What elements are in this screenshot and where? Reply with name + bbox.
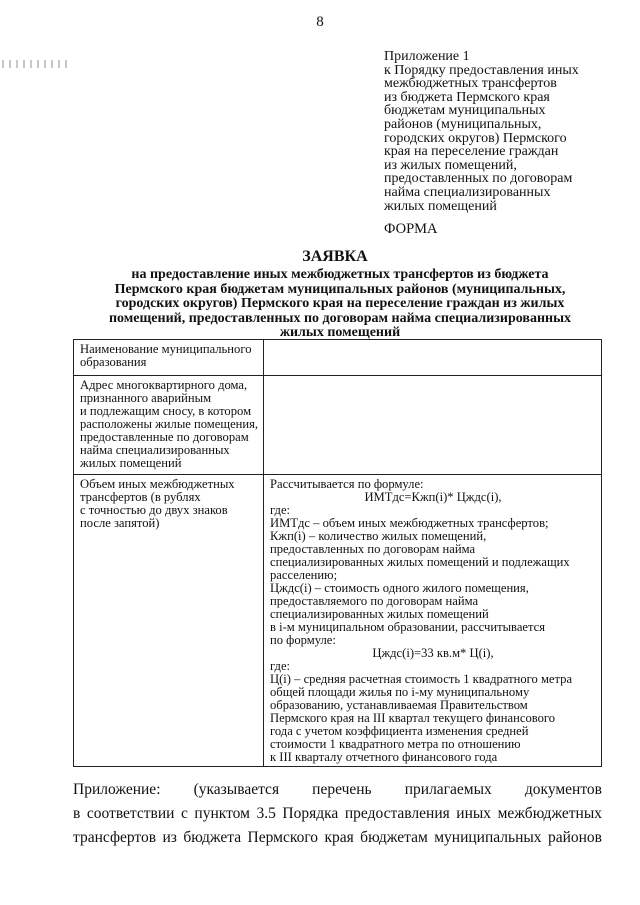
formula-line: года с учетом коэффициента изменения средней bbox=[270, 724, 529, 738]
cell-line: жилых помещений bbox=[80, 456, 182, 470]
formula-line: где: bbox=[270, 659, 291, 673]
appendix-header bbox=[384, 50, 624, 213]
formula-line: ИМТдс=Кжп(i)* Цждс(i), bbox=[364, 490, 502, 504]
cell-line: образования bbox=[80, 355, 147, 369]
footer-line: Приложение: (указывается перечень прилагаемых документов bbox=[73, 781, 602, 798]
row-label-transfer-volume bbox=[74, 475, 264, 767]
formula-line: где: bbox=[270, 503, 291, 517]
table-row bbox=[74, 475, 602, 767]
table-row bbox=[74, 340, 602, 376]
document-title: ЗАЯВКА bbox=[302, 248, 368, 265]
cell-line: с точностью до двух знаков bbox=[80, 503, 228, 517]
subtitle-line: помещений, предоставленных по договорам найма специализированных bbox=[108, 310, 572, 326]
cell-line: предоставленные по договорам bbox=[80, 430, 249, 444]
cell-line: и подлежащим сносу, в котором bbox=[80, 404, 252, 418]
cell-line: признанного аварийным bbox=[80, 391, 212, 405]
appendix-line: городских округов) Пермского bbox=[384, 130, 567, 146]
subtitle-line: жилых помещений bbox=[279, 325, 401, 340]
formula-line: по формуле: bbox=[270, 633, 336, 647]
formula-line: общей площади жилья по i-му муниципальному bbox=[270, 685, 530, 699]
appendix-line: жилых помещений bbox=[384, 198, 497, 214]
formula-line: к III кварталу отчетного финансового года bbox=[270, 750, 498, 764]
cell-line: после запятой) bbox=[80, 516, 160, 530]
appendix-line: районов (муниципальных, bbox=[384, 116, 542, 132]
subtitle-line: Пермского края бюджетам муниципальных районов (муниципальных, bbox=[114, 281, 566, 297]
cell-line: расположены жилые помещения, bbox=[80, 417, 259, 431]
formula-line: Кжп(i) – количество жилых помещений, bbox=[270, 529, 487, 543]
cell-line: трансфертов (в рублях bbox=[80, 490, 201, 504]
cell-line: найма специализированных bbox=[80, 443, 230, 457]
row-label-address bbox=[74, 376, 264, 475]
appendix-line: к Порядку предоставления иных bbox=[384, 62, 579, 78]
address-value-cell[interactable] bbox=[264, 376, 602, 475]
formula-line: Пермского края на III квартал текущего финансового bbox=[270, 711, 556, 725]
appendix-line: из жилых помещений, bbox=[384, 157, 517, 173]
table-row bbox=[74, 376, 602, 475]
row-label-municipality bbox=[74, 340, 264, 376]
document-subtitle bbox=[75, 268, 605, 341]
subtitle-line: на предоставление иных межбюджетных трансфертов из бюджета bbox=[131, 267, 549, 282]
formula-line: образованию, устанавливаемая Правительством bbox=[270, 698, 528, 712]
page-number: 8 bbox=[316, 14, 324, 30]
cell-line: Наименование муниципального bbox=[80, 342, 252, 356]
appendix-line: бюджетам муниципальных bbox=[384, 103, 546, 119]
formula-line: Рассчитывается по формуле: bbox=[270, 477, 424, 491]
application-form-table bbox=[73, 339, 602, 767]
footer-line: в соответствии с пунктом 3.5 Порядка предоставления иных межбюджетных bbox=[73, 805, 602, 822]
formula-line: стоимости 1 квадратного метра по отношению bbox=[270, 737, 521, 751]
formula-line: в i-м муниципальном образовании, рассчитывается bbox=[270, 620, 546, 634]
formula-line: Ц(i) – средняя расчетная стоимость 1 квадратного метра bbox=[270, 672, 573, 686]
footer-line: трансфертов из бюджета Пермского края бюджетам муниципальных районов bbox=[73, 829, 602, 846]
footer-paragraph bbox=[73, 778, 602, 850]
appendix-line: края на переселение граждан bbox=[384, 144, 559, 160]
scan-artifact-marks bbox=[2, 60, 72, 68]
appendix-line: из бюджета Пермского края bbox=[384, 89, 550, 105]
subtitle-line: городских округов) Пермского края на переселение граждан из жилых bbox=[115, 296, 565, 311]
formula-line: предоставленных по договорам найма bbox=[270, 542, 476, 556]
cell-line: Объем иных межбюджетных bbox=[80, 477, 235, 491]
formula-line: предоставляемого по договорам найма bbox=[270, 594, 479, 608]
formula-line: специализированных жилых помещений bbox=[270, 607, 489, 621]
formula-line: Цждс(i) – стоимость одного жилого помещения, bbox=[270, 581, 529, 595]
cell-line: Адрес многоквартирного дома, bbox=[80, 378, 248, 392]
appendix-line: предоставленных по договорам bbox=[384, 171, 573, 187]
formula-line: специализированных жилых помещений и подлежащих bbox=[270, 555, 570, 569]
formula-line: Цждс(i)=33 кв.м* Ц(i), bbox=[372, 646, 494, 660]
appendix-line: Приложение 1 bbox=[384, 49, 470, 64]
appendix-line: найма специализированных bbox=[384, 184, 551, 200]
transfer-volume-formula-cell bbox=[264, 475, 602, 767]
municipality-value-cell[interactable] bbox=[264, 340, 602, 376]
forma-label: ФОРМА bbox=[384, 221, 438, 237]
formula-line: расселению; bbox=[270, 568, 338, 582]
appendix-line: межбюджетных трансфертов bbox=[384, 76, 557, 92]
formula-line: ИМТдс – объем иных межбюджетных трансфертов; bbox=[270, 516, 549, 530]
